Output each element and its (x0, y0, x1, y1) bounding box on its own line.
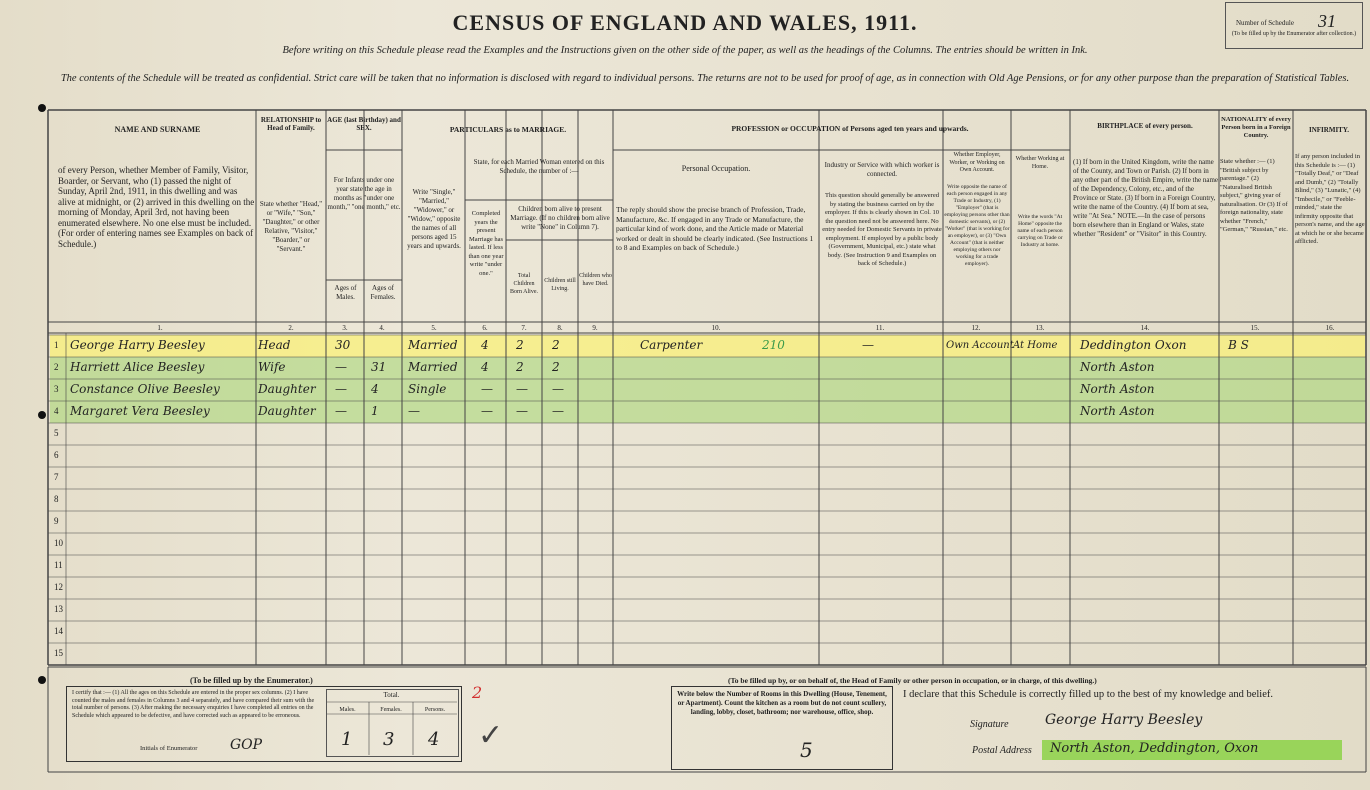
row-occupation-code: 210 (762, 338, 785, 352)
row-number: 3 (54, 384, 59, 394)
row-number: 14 (54, 626, 63, 636)
column-number: 8. (557, 324, 563, 332)
header-ages-males: Ages of Males. (334, 284, 357, 301)
header-marriage-desc: Write "Single," "Married," "Widower," or "Widow," opposite the names of all persons aged 15 years and upwards. (407, 188, 461, 250)
signature: George Harry Beesley (1045, 712, 1203, 728)
header-children-died: Children who have Died. (579, 273, 612, 287)
enumerator-certify: I certify that :— (1) All the ages on this Schedule are entered in the proper sex columns. (2) I have counted the males and females in Columns 3 and 4 separately, and have compared their sum with the total number of persons. (3) After making the necessary enquiries I have completed all entries on the Schedule which appeared to be defective, and have corrected such as appeared to be erroneous. (72, 690, 315, 719)
row-age-male: — (335, 382, 347, 396)
row-age-female: 31 (371, 360, 387, 374)
header-marriage: PARTICULARS as to MARRIAGE. (449, 125, 567, 134)
header-age: AGE (last Birthday) and SEX. (327, 116, 401, 132)
header-children: Children born alive to present Marriage. (If no children born alive write "None" in Column 7). (510, 205, 610, 231)
row-working-at-home: At Home (1013, 340, 1058, 351)
row-employer-status: Own Account (946, 340, 1014, 351)
row-children-living: — (552, 382, 564, 396)
row-age-male: — (335, 404, 347, 418)
header-name-desc: of every Person, whether Member of Family, Visitor, Boarder, or Servant, who (1) passed the night of Sunday, April 2nd, 1911, in this dwelling and was alive at midnight, or (2) arrived in this dwelling on the morning of Monday, April 3rd, not having been enumerated elsewhere. No one else must be included. (For order of entering names see Examples on back of Schedule.) (58, 165, 255, 249)
row-name: George Harry Beesley (70, 338, 205, 352)
row-birthplace: North Aston (1080, 382, 1155, 396)
column-number: 3. (342, 324, 348, 332)
signature-label: Signature (970, 719, 1009, 730)
column-number: 11. (875, 324, 885, 332)
header-occupation-desc: The reply should show the precise branch of Profession, Trade, Manufacture, &c. If engaged in any Trade or Manufacture, the particular kind of work done, and the Article made or Material worked or dealt in should be clearly indicated. (See Instructions 1 to 8 and Examples on back of Schedule.) (616, 205, 814, 252)
totals-persons: 4 (428, 729, 440, 750)
header-children-living: Children still Living. (544, 278, 576, 292)
row-age-female: 4 (371, 382, 379, 396)
header-nationality: NATIONALITY of every Person born in a Foreign Country. (1221, 116, 1291, 139)
header-infirmity: INFIRMITY. (1309, 126, 1349, 134)
header-relationship-desc: State whether "Head," or "Wife," "Son," "Daughter," or other Relative, "Visitor," "Boarder," or "Servant." (259, 200, 323, 253)
row-number: 13 (54, 604, 63, 614)
row-years-married: 4 (481, 338, 489, 352)
header-name: NAME AND SURNAME (114, 125, 201, 134)
row-number: 6 (54, 450, 59, 460)
header-relationship: RELATIONSHIP to Head of Family. (260, 116, 322, 132)
postal-address: North Aston, Deddington, Oxon (1050, 741, 1259, 756)
totals-males-label: Males. (339, 707, 356, 713)
row-children-living: 2 (552, 360, 560, 374)
row-number: 1 (54, 340, 59, 350)
head-heading: (To be filled up by, or on behalf of, the Head of Family or other person in occupation, or in charge, of this dwelling.) (728, 676, 1097, 685)
row-marital-status: Single (408, 382, 447, 396)
totals-label: Total. (383, 691, 400, 699)
column-number: 16. (1325, 324, 1335, 332)
totals-males: 1 (341, 729, 353, 750)
row-number: 7 (54, 472, 59, 482)
column-number: 12. (971, 324, 981, 332)
schedule-number-label: Number of Schedule (1236, 19, 1294, 27)
column-number: 13. (1035, 324, 1045, 332)
header-total-children: Total Children Born Alive. (510, 273, 538, 295)
column-number: 14. (1140, 324, 1150, 332)
initials-label: Initials of Enumerator (140, 745, 198, 752)
header-completed-years: Completed years the present Marriage has lasted. If less than one year write "under one." (468, 210, 504, 277)
column-number: 10. (711, 324, 721, 332)
schedule-number: 31 (1318, 11, 1336, 31)
enumerator-initials: GOP (230, 737, 263, 753)
address-label: Postal Address (972, 745, 1032, 756)
confidential-notice: The contents of the Schedule will be treated as confidential. Strict care will be taken that no information is disclosed with regard to individual persons. The returns are not to be used for proof of age, as in connection with Old Age Pensions, or for any other purpose than the preparation of Statistical Tables. (60, 73, 1350, 84)
header-birthplace: BIRTHPLACE of every person. (1097, 122, 1193, 130)
header-employer-desc: Write opposite the name of each person engaged in any Trade or Industry, (1) "Employer" (that is employing persons other than domestic servants), or (2) "Worker" (that is working for an employer), or (3) "Own Account" (that is neither employing others nor working for a trade employer). (944, 184, 1010, 267)
column-number: 1. (157, 324, 163, 332)
row-children-total: 2 (516, 338, 524, 352)
column-number: 6. (482, 324, 488, 332)
totals-females: 3 (383, 729, 395, 750)
header-home-desc: Write the words "At Home" opposite the name of each person carrying on Trade or Industry at home. (1017, 214, 1063, 248)
row-age-male: 30 (335, 338, 351, 352)
row-number: 5 (54, 428, 59, 438)
header-nationality-desc: State whether :— (1) "British subject by parentage." (2) "Naturalised British subject," giving year of naturalisation. Or (3) If of foreign nationality, state whether "French," "German," "Russian," etc. (1220, 158, 1288, 233)
row-relationship: Daughter (258, 382, 316, 396)
row-years-married: — (481, 404, 493, 418)
row-number: 4 (54, 406, 59, 416)
header-birthplace-desc: (1) If born in the United Kingdom, write the name of the County, and Town or Parish. (2) If born in any other part of the British Empire, write the name of the Dependency, Colony, etc., and of the Province or State. (3) If born in a Foreign Country, write the name of the Country. (4) If born at sea, write "At Sea." NOTE.—In the case of persons born elsewhere than in England or Wales, state whether "Resident" or "Visitor" in this Country. (1073, 158, 1219, 238)
enumerator-heading: (To be filled up by the Enumerator.) (190, 676, 313, 685)
row-industry: — (862, 338, 874, 352)
rooms-number: 5 (800, 738, 813, 762)
row-name: Constance Olive Beesley (70, 382, 220, 396)
form-title: CENSUS OF ENGLAND AND WALES, 1911. (452, 10, 918, 35)
row-relationship: Wife (258, 360, 286, 374)
row-children-total: — (516, 382, 528, 396)
schedule-note: (To be filled up by the Enumerator after collection.) (1231, 31, 1357, 37)
row-nationality: B S (1228, 338, 1249, 352)
row-marital-status: Married (408, 338, 458, 352)
row-age-female: 1 (371, 404, 379, 418)
header-personal-occupation: Personal Occupation. (681, 164, 751, 173)
header-employer: Whether Employer, Worker, or Working on Own Account. (949, 152, 1005, 173)
instruction-line: Before writing on this Schedule please read the Examples and the Instructions given on the other side of the paper, as well as the headings of the Columns. The entries should be written in Ink. (282, 45, 1088, 56)
row-occupation: Carpenter (640, 338, 703, 352)
totals-females-label: Females. (380, 707, 402, 713)
check-mark-icon: ✓ (478, 718, 504, 753)
header-married-woman: State, for each Married Woman entered on this Schedule, the number of :— (473, 158, 605, 175)
header-age-desc: For Infants under one year state the age in months as "under one month," "one month," etc. (327, 176, 401, 211)
header-home: Whether Working at Home. (1015, 156, 1065, 170)
row-number: 9 (54, 516, 59, 526)
column-number: 7. (521, 324, 527, 332)
declaration: I declare that this Schedule is correctly filled up to the best of my knowledge and belief. (903, 689, 1274, 700)
row-number: 8 (54, 494, 59, 504)
red-mark: 2 (472, 683, 483, 702)
column-number: 4. (379, 324, 385, 332)
row-relationship: Daughter (258, 404, 316, 418)
row-number: 12 (54, 582, 63, 592)
column-number: 5. (431, 324, 437, 332)
rooms-text: Write below the Number of Rooms in this Dwelling (House, Tenement, or Apartment). Count the kitchen as a room but do not count scullery, landing, lobby, closet, bathroom; nor warehouse, office, shop. (677, 690, 887, 716)
header-industry: Industry or Service with which worker is connected. (824, 161, 940, 178)
row-children-living: 2 (552, 338, 560, 352)
header-profession: PROFESSION or OCCUPATION of Persons aged ten years and upwards. (731, 124, 969, 133)
row-number: 2 (54, 362, 59, 372)
totals-persons-label: Persons. (424, 707, 446, 713)
row-children-total: — (516, 404, 528, 418)
row-children-living: — (552, 404, 564, 418)
row-age-male: — (335, 360, 347, 374)
row-number: 11 (54, 560, 63, 570)
row-children-total: 2 (516, 360, 524, 374)
column-number: 9. (592, 324, 598, 332)
header-ages-females: Ages of Females. (370, 284, 396, 301)
row-years-married: 4 (481, 360, 489, 374)
row-years-married: — (481, 382, 493, 396)
header-industry-desc: This question should generally be answered by stating the business carried on by the employer. If this is clearly shown in Col. 10 the question need not be answered here. No entry needed for Domestic Servants in private employment. If employed by a public body (Government, Municipal, etc.) state what body. (See Instruction 9 and Examples on back of Schedule.) (822, 192, 942, 267)
row-relationship: Head (258, 338, 291, 352)
row-number: 10 (54, 538, 63, 548)
column-number: 2. (288, 324, 294, 332)
row-birthplace: North Aston (1080, 360, 1155, 374)
row-birthplace: North Aston (1080, 404, 1155, 418)
row-name: Harriett Alice Beesley (70, 360, 205, 374)
header-infirmity-desc: If any person included in this Schedule is :— (1) "Totally Deaf," or "Deaf and Dumb," (2) "Totally Blind," (3) "Lunatic," (4) "Imbecile," or "Feeble-minded," state the infirmity opposite that person's name, and the age at which he or she became afflicted. (1295, 153, 1365, 245)
row-marital-status: — (408, 404, 420, 418)
row-birthplace: Deddington Oxon (1080, 338, 1187, 352)
row-marital-status: Married (408, 360, 458, 374)
column-number: 15. (1250, 324, 1260, 332)
row-number: 15 (54, 648, 63, 658)
row-name: Margaret Vera Beesley (70, 404, 210, 418)
